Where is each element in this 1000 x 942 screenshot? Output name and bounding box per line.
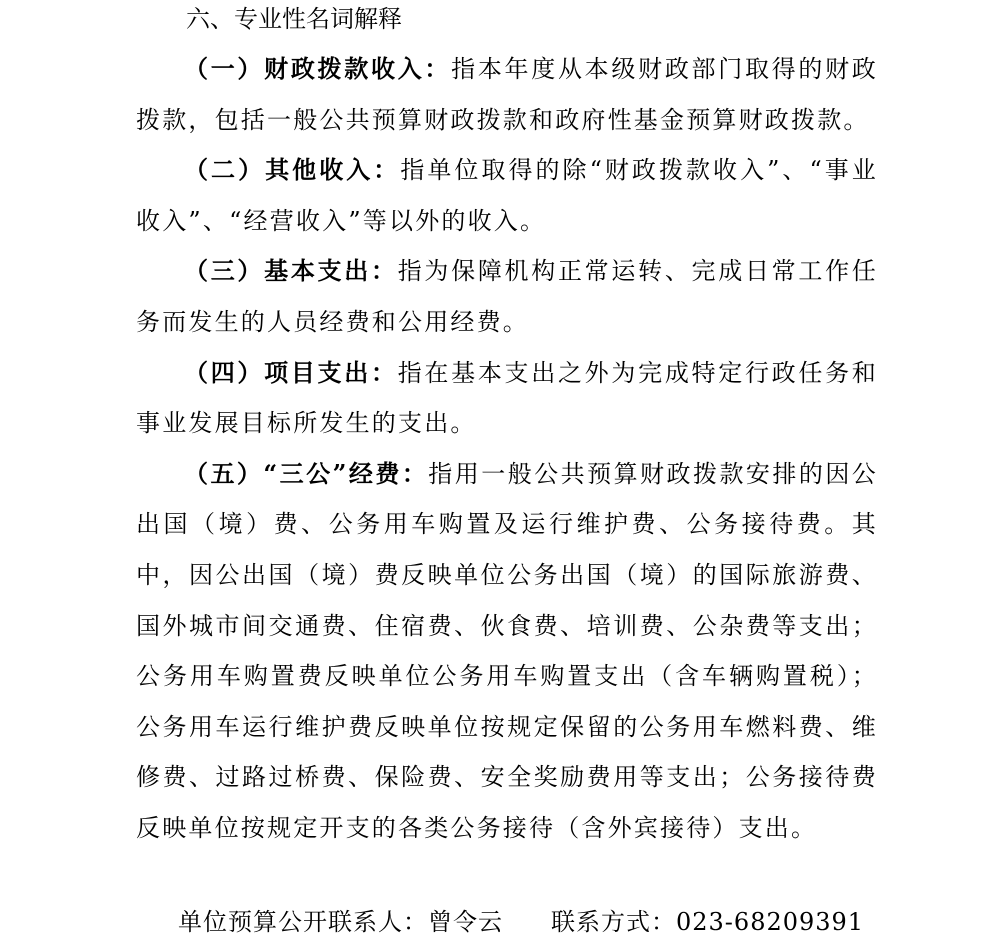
contact-person-label: 单位预算公开联系人：	[178, 908, 428, 936]
definition-text: 指用一般公共预算财政拨款安排的因公出国（境）费、公务用车购置及运行维护费、公务接待费。其中，因公出国（境）费反映单位公务出国（境）的国际旅游费、国外城市间交通费、住宿费、伙食费、培训费、公杂费等支出；公务用车购置费反映单位公务用车购置支出（含车辆购置税）；公务用车运行维护费反映单位按规定保留的公务用车燃料费、维修费、过路过桥费、保险费、安全奖励费用等支出；公务接待费反映单位按规定开支的各类公务接待（含外宾接待）支出。	[136, 459, 878, 842]
definition-term: （五）“三公”经费：	[184, 458, 429, 488]
contact-line	[178, 906, 864, 938]
definitions-list	[136, 44, 878, 854]
contact-method-label: 联系方式：	[551, 908, 676, 936]
definition-item	[136, 348, 878, 449]
definition-text: 指单位取得的除“财政拨款收入”、“事业收入”、“经营收入”等以外的收入。	[136, 156, 878, 235]
definition-item	[136, 449, 878, 854]
section-title: 六、专业性名词解释	[186, 5, 402, 33]
definition-text: 指为保障机构正常运转、完成日常工作任务而发生的人员经费和公用经费。	[136, 257, 878, 336]
definition-term: （二）其他收入：	[184, 155, 401, 185]
definition-item	[136, 44, 878, 145]
definition-term: （四）项目支出：	[184, 357, 398, 387]
definition-item	[136, 145, 878, 246]
definition-term: （一）财政拨款收入：	[184, 54, 452, 83]
definition-item	[136, 246, 878, 347]
definition-text: 指本年度从本级财政部门取得的财政拨款，包括一般公共预算财政拨款和政府性基金预算财政拨款。	[136, 55, 879, 134]
definition-text: 指在基本支出之外为完成特定行政任务和事业发展目标所发生的支出。	[136, 358, 878, 438]
contact-person-name: 曾令云	[428, 908, 503, 936]
contact-phone: 023-68209391	[676, 908, 865, 936]
definition-term: （三）基本支出：	[184, 256, 398, 286]
